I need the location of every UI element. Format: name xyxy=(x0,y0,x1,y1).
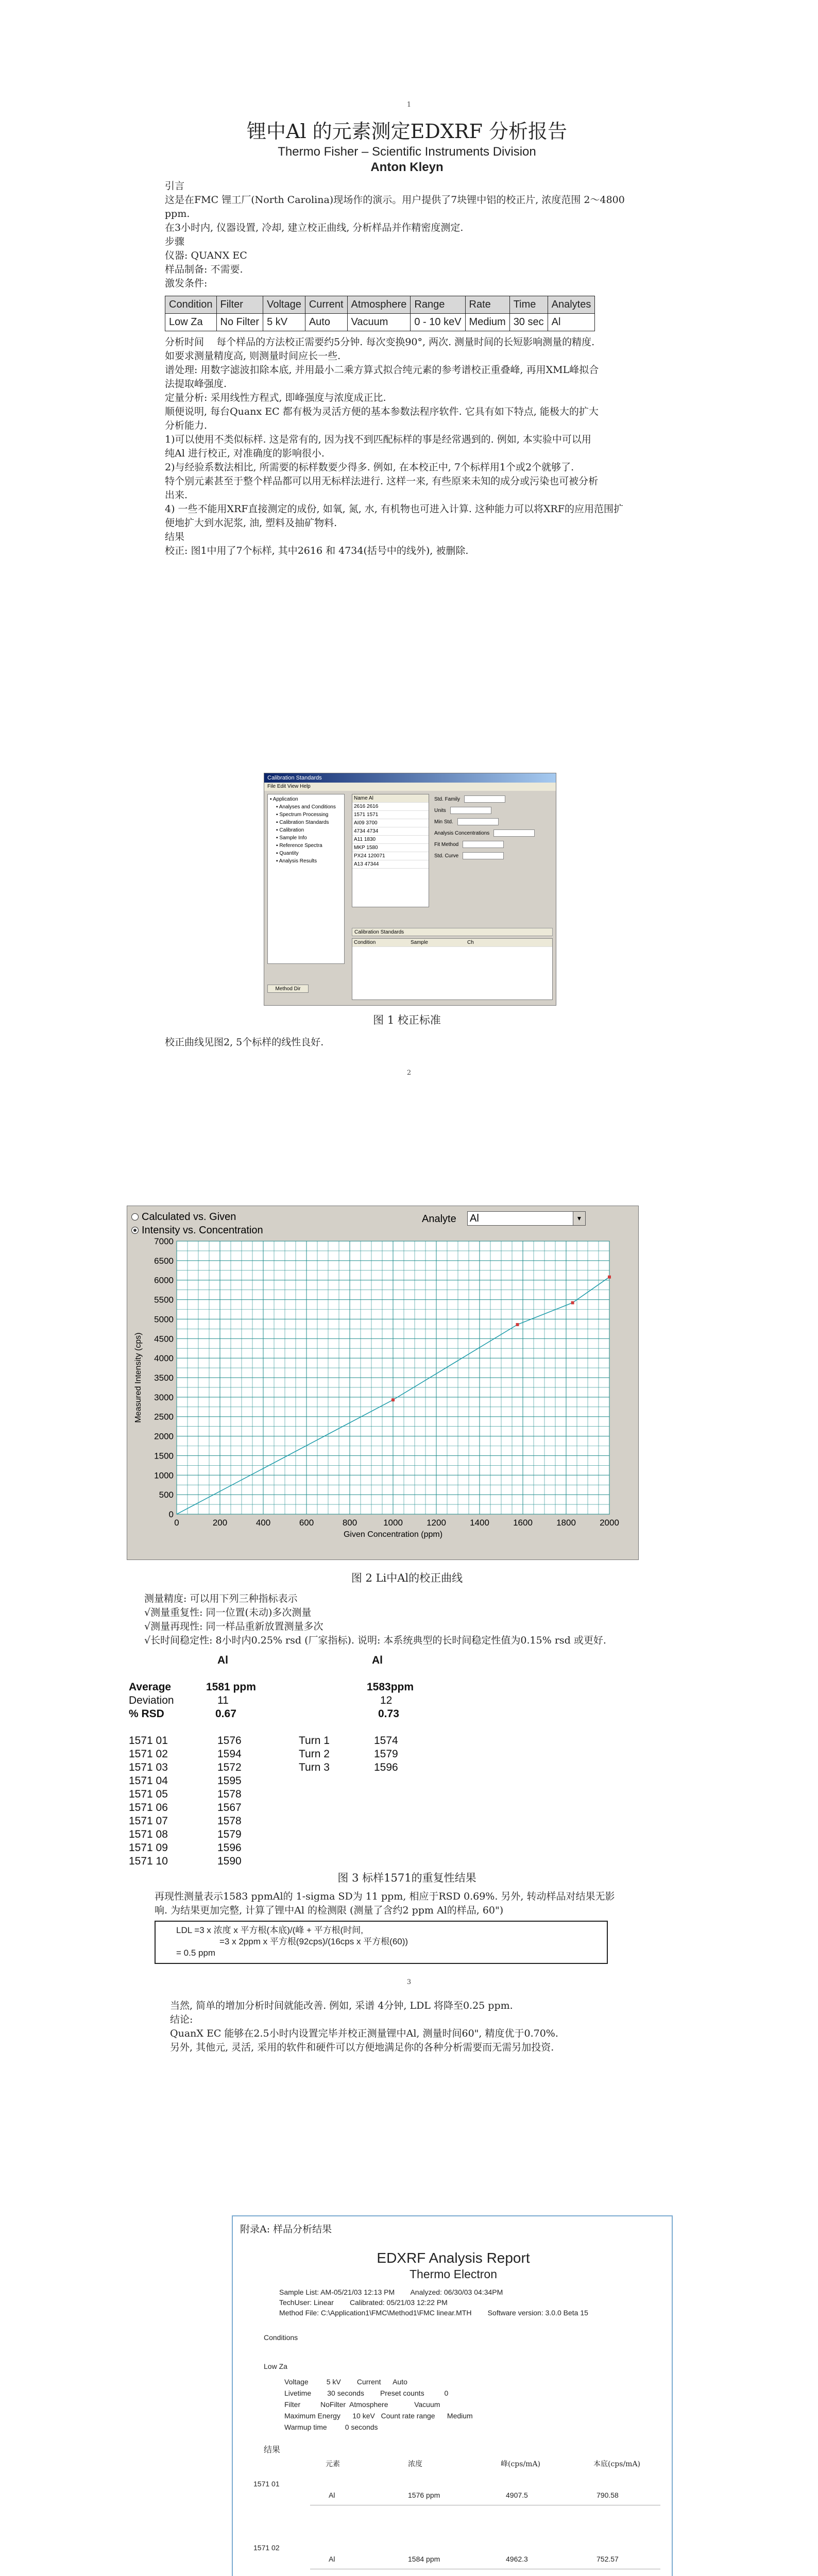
report-author: Anton Kleyn xyxy=(370,160,444,174)
deviation-value: 11 xyxy=(217,1694,229,1706)
text-line: 当然, 简单的增加分析时间就能改善. 例如, 采谱 4分钟, LDL 将降至0.25 ppm. xyxy=(170,2000,513,2011)
text-line: 谱处理: 用数字滤波扣除本底, 并用最小二乘方算式拟合纯元素的参考谱校正重叠峰, 再用XML峰拟合 xyxy=(165,364,599,376)
y-tick-label: 1500 xyxy=(154,1451,174,1461)
text-line: 校正曲线见图2, 5个标样的线性良好. xyxy=(165,1037,324,1048)
grid-row[interactable]: 2616 2616 xyxy=(352,803,429,811)
precision-row: Turn 1 1574 xyxy=(299,1735,398,1747)
text-line: 便地扩大到水泥浆, 油, 塑料及抽矿物料. xyxy=(165,517,337,529)
precision-row: 1571 03 1572 xyxy=(129,1761,242,1773)
cond-header: Range xyxy=(411,296,465,314)
result-cell: 752.57 xyxy=(597,2555,619,2563)
folder-icon: ▪ xyxy=(276,827,280,833)
y-tick-label: 0 xyxy=(168,1510,174,1519)
y-tick-label: 2000 xyxy=(154,1431,174,1442)
precision-row: 1571 08 1579 xyxy=(129,1828,242,1840)
y-axis-label: Measured Intensity (cps) xyxy=(134,1332,143,1423)
y-tick-label: 500 xyxy=(159,1490,174,1500)
grid-row[interactable]: AI09 3700 xyxy=(352,819,429,827)
condition-line: Livetime 30 seconds Preset counts 0 xyxy=(284,2389,449,2397)
report-org: Thermo Fisher – Scientific Instruments Division xyxy=(278,145,536,159)
text-line: √长时间稳定性: 8小时内0.25% rsd (厂家指标). 说明: 本系统典型的长时间稳定性值为0.15% rsd 或更好. xyxy=(144,1635,606,1646)
x-axis-label: Given Concentration (ppm) xyxy=(343,1530,443,1539)
standards-panel xyxy=(352,794,553,923)
tab-calibration-standards[interactable]: Calibration Standards xyxy=(352,928,553,936)
precision-row: 1571 09 1596 xyxy=(129,1842,242,1854)
chevron-down-icon[interactable]: ▼ xyxy=(573,1212,585,1225)
precision-row: 1571 06 1567 xyxy=(129,1802,242,1814)
cond-header: Voltage xyxy=(263,296,305,314)
sample-id: 1571 02 xyxy=(253,2544,280,2552)
text-line: 激发条件: xyxy=(165,278,208,289)
y-tick-label: 6500 xyxy=(154,1256,174,1266)
field-row: Min Std. xyxy=(434,817,548,828)
results-heading: 结果 xyxy=(264,2445,281,2454)
figure-3-caption: 图 3 标样1571的重复性结果 xyxy=(337,1872,476,1884)
text-line: 纯Al 进行校正, 对准确度的影响很小. xyxy=(165,448,325,459)
report-header-title: EDXRF Analysis Report xyxy=(377,2250,530,2266)
field-input[interactable] xyxy=(464,795,505,803)
tree-item[interactable]: ▪ Sample Info xyxy=(276,835,307,841)
figure-1-caption: 图 1 校正标准 xyxy=(373,1014,441,1026)
text-line: 分析时间 每个样品的方法校正需要约5分钟. 每次变换90°, 两次. 测量时间的长短影响测量的精度. xyxy=(165,336,595,348)
conclusion-lines xyxy=(170,1999,654,2055)
standards-fields xyxy=(434,794,548,862)
folder-icon: ▪ xyxy=(276,835,280,841)
text-line: 这是在FMC 锂工厂(North Carolina)现场作的演示。用户提供了7块锂中铝的校正片, 浓度范围 2～4800 ppm. xyxy=(165,194,628,219)
rsd-label: % RSD xyxy=(129,1708,164,1720)
text-line: 引言 xyxy=(165,180,185,192)
x-tick-label: 1400 xyxy=(470,1518,489,1528)
cond-cell: Medium xyxy=(465,314,509,331)
average-value: 1583ppm xyxy=(367,1681,414,1693)
text-line: 分析能力. xyxy=(165,420,208,431)
condition-line: Maximum Energy 10 keV Count rate range Medium xyxy=(284,2412,473,2420)
y-tick-label: 3500 xyxy=(154,1373,174,1383)
precision-row: 1571 01 1576 xyxy=(129,1735,242,1747)
cond-header: Analytes xyxy=(548,296,595,314)
calibration-standards-screenshot xyxy=(264,773,556,1006)
window-title: Calibration Standards xyxy=(264,773,556,783)
text-line: 1)可以使用不类似标样. 这是常有的, 因为找不到匹配标样的事是经常遇到的. 例如, 本实验中可以用 xyxy=(165,434,591,445)
text-line: 如要求测量精度高, 则测量时间应长一些. xyxy=(165,350,341,362)
x-tick-label: 200 xyxy=(212,1518,228,1528)
cond-header: Filter xyxy=(216,296,263,314)
text-line: 另外, 其他元, 灵活, 采用的软件和硬件可以方便地满足你的各种分析需要而无需另加投资. xyxy=(170,2042,554,2053)
folder-icon: ▪ xyxy=(276,804,279,810)
formula-line: LDL =3 x 浓度 x 平方根(本底)/(峰 + 平方根(时间, xyxy=(176,1925,364,1935)
text-line: 再现性测量表示1583 ppmAl的 1-sigma SD为 11 ppm, 相应于RSD 0.69%. 另外, 转动样品对结果无影 xyxy=(155,1891,615,1902)
text-line: 2)与经验系数法相比, 所需要的标样数要少得多. 例如, 在本校正中, 7个标样用1个或2个就够了. xyxy=(165,462,574,473)
rsd-value: 0.73 xyxy=(378,1708,399,1720)
x-tick-label: 400 xyxy=(255,1518,271,1528)
condition-line: Voltage 5 kV Current Auto xyxy=(284,2378,407,2386)
field-input[interactable] xyxy=(463,852,504,859)
text-line: 顺便说明, 每台Quanx EC 都有极为灵活方便的基本参数法程序软件. 它具有如下特点, 能极大的扩大 xyxy=(165,406,599,417)
precision-row: 1571 07 1578 xyxy=(129,1815,242,1827)
cond-cell: Auto xyxy=(305,314,347,331)
text-line: 仪器: QUANX EC xyxy=(165,250,247,261)
window-menu: File Edit View Help xyxy=(264,783,556,791)
cond-header: Current xyxy=(305,296,347,314)
precision-stats xyxy=(129,1654,489,1867)
tree-item[interactable]: ▪ Application xyxy=(270,796,298,802)
result-cell: 4962.3 xyxy=(506,2555,528,2563)
field-row: Fit Method xyxy=(434,839,548,851)
condition-line: Filter NoFilter Atmosphere Vacuum xyxy=(284,2400,440,2409)
y-tick-label: 2500 xyxy=(154,1412,174,1422)
text-line: 法提取峰强度. xyxy=(165,378,227,389)
x-tick-label: 1200 xyxy=(427,1518,446,1528)
cond-cell: No Filter xyxy=(216,314,263,331)
intro-lines xyxy=(165,179,649,291)
cond-cell: 30 sec xyxy=(509,314,548,331)
deviation-label: Deviation xyxy=(129,1694,174,1706)
tree-item[interactable]: ▪ Analyses and Conditions xyxy=(276,804,336,810)
y-tick-label: 3000 xyxy=(154,1392,174,1402)
x-tick-label: 2000 xyxy=(600,1518,619,1528)
field-input[interactable] xyxy=(457,818,499,825)
analyte-select[interactable]: Al ▼ xyxy=(467,1211,586,1226)
y-tick-label: 4500 xyxy=(154,1334,174,1344)
application-tree[interactable] xyxy=(267,794,345,964)
tree-item[interactable]: ▪ Spectrum Processing xyxy=(276,812,329,818)
deviation-value: 12 xyxy=(380,1694,393,1706)
result-cell: Al xyxy=(329,2491,335,2499)
result-cell: 790.58 xyxy=(597,2491,619,2499)
results-col: 峰(cps/mA) xyxy=(501,2460,541,2468)
text-line: √测量再现性: 同一样品重新放置测量多次 xyxy=(144,1621,323,1632)
x-tick-label: 0 xyxy=(174,1518,179,1528)
text-line: 样品制备: 不需要. xyxy=(165,264,243,275)
precision-row: 1571 02 1594 xyxy=(129,1748,242,1760)
precision-lines xyxy=(144,1592,628,1648)
report-body xyxy=(165,118,649,558)
data-point xyxy=(516,1323,519,1326)
rsd-value: 0.67 xyxy=(215,1708,236,1720)
field-row: Units xyxy=(434,805,548,817)
folder-icon: ▪ xyxy=(276,858,279,864)
y-tick-label: 1000 xyxy=(154,1470,174,1481)
page-number: 1 xyxy=(406,101,412,109)
grid-col: Condition xyxy=(354,940,376,945)
folder-icon: ▪ xyxy=(276,812,280,818)
text-line: 特个别元素甚至于整个样品都可以用无标样法进行. 这样一来, 有些原来未知的成分或污染也可被分析 xyxy=(165,476,599,487)
text-line: 在3小时内, 仪器设置, 冷却, 建立校正曲线, 分析样品并作精密度测定. xyxy=(165,222,464,233)
calibration-chart-window xyxy=(127,1206,639,1560)
report-meta: Method File: C:\Application1\FMC\Method1\FMC linear.MTH Software version: 3.0.0 Beta 15 xyxy=(279,2309,588,2317)
results-col: 元素 xyxy=(326,2460,340,2468)
x-tick-label: 1600 xyxy=(513,1518,533,1528)
data-point xyxy=(571,1301,574,1304)
method-lines xyxy=(165,335,649,558)
grid-row[interactable]: A11 1830 xyxy=(352,836,429,844)
fig1-after xyxy=(165,1036,649,1049)
field-input[interactable] xyxy=(450,807,491,814)
formula-line: = 0.5 ppm xyxy=(176,1948,216,1958)
x-tick-label: 1800 xyxy=(556,1518,576,1528)
folder-icon: ▪ xyxy=(276,843,280,849)
results-col: 本底(cps/mA) xyxy=(593,2460,641,2468)
grid-row[interactable]: MKP 1580 xyxy=(352,844,429,852)
text-line: 响. 为结果更加完整, 计算了锂中Al 的检测限 (测量了含约2 ppm Al的样品, 60") xyxy=(155,1905,504,1916)
x-tick-label: 800 xyxy=(342,1518,357,1528)
y-tick-label: 4000 xyxy=(154,1353,174,1364)
ldl-lines xyxy=(155,1890,639,1918)
text-line: 结论: xyxy=(170,2014,193,2025)
col-header: Al xyxy=(217,1654,228,1666)
text-line: 4) 一些不能用XRF直接测定的成份, 如氧, 氮, 水, 有机物也可进入计算. 这种能力可以将XRF的应用范围扩 xyxy=(165,503,623,515)
grid-row[interactable]: A13 47344 xyxy=(352,860,429,869)
cond-cell: 5 kV xyxy=(263,314,305,331)
condition-line: Warmup time 0 seconds xyxy=(284,2423,378,2431)
results-col: 浓度 xyxy=(408,2460,422,2468)
page-2 xyxy=(0,1185,818,2267)
tree-item[interactable]: ▪ Reference Spectra xyxy=(276,843,322,849)
text-line: 测量精度: 可以用下列三种指标表示 xyxy=(144,1593,298,1604)
grid-col: Ch xyxy=(467,940,474,945)
appendix-heading: 附录A: 样品分析结果 xyxy=(240,2224,332,2235)
cond-header: Atmosphere xyxy=(347,296,411,314)
text-line: QuanX EC 能够在2.5小时内设置完毕并校正测量锂中Al, 测量时间60", 精度优于0.70%. xyxy=(170,2028,558,2039)
field-input[interactable] xyxy=(463,841,504,848)
data-point xyxy=(608,1276,611,1279)
report-header-sub: Thermo Electron xyxy=(409,2267,497,2281)
grid-header: Name Al xyxy=(352,794,429,803)
page-number: 2 xyxy=(406,1069,412,1077)
grid-row[interactable]: 1571 1571 xyxy=(352,811,429,819)
grid-row[interactable]: 4734 4734 xyxy=(352,827,429,836)
method-dir-button[interactable]: Method Dir xyxy=(267,985,309,993)
radio-intensity[interactable]: Intensity vs. Concentration xyxy=(131,1224,263,1237)
precision-row: Turn 2 1579 xyxy=(299,1748,398,1760)
formula-line: =3 x 2ppm x 平方根(92cps)/(16cps x 平方根(60)) xyxy=(219,1937,408,1946)
cond-header: Condition xyxy=(165,296,217,314)
condition-grid xyxy=(352,938,553,1000)
field-row: Std. Curve xyxy=(434,851,548,862)
tree-item[interactable]: ▪ Calibration Standards xyxy=(276,820,329,825)
analysis-report xyxy=(232,2215,673,2576)
data-point xyxy=(391,1398,395,1401)
page-1 xyxy=(0,0,818,1185)
analyte-label: Analyte xyxy=(422,1213,456,1225)
x-tick-label: 600 xyxy=(299,1518,314,1528)
result-cell: 1584 ppm xyxy=(408,2555,440,2563)
page-number: 3 xyxy=(406,1978,412,1986)
cond-cell: Al xyxy=(548,314,595,331)
cond-cell: Vacuum xyxy=(347,314,411,331)
cond-cell: Low Za xyxy=(165,314,217,331)
conditions-heading: Conditions xyxy=(264,2333,298,2342)
x-tick-label: 1000 xyxy=(383,1518,403,1528)
folder-icon: ▪ xyxy=(276,820,280,825)
average-label: Average xyxy=(129,1681,172,1693)
text-line: √测量重复性: 同一位置(未动)多次测量 xyxy=(144,1607,312,1618)
y-tick-label: 6000 xyxy=(154,1275,174,1285)
figure-2-caption: 图 2 Li中Al的校正曲线 xyxy=(351,1572,463,1584)
text-line: 出来. xyxy=(165,489,188,501)
precision-row: 1571 05 1578 xyxy=(129,1788,242,1800)
tree-item[interactable]: ▪ Analysis Results xyxy=(276,858,317,864)
ldl-formula xyxy=(155,1921,608,1964)
field-row: Std. Family xyxy=(434,794,548,805)
text-line: 步骤 xyxy=(165,236,185,247)
result-cell: 1576 ppm xyxy=(408,2491,440,2499)
grid-row[interactable]: PX24 120071 xyxy=(352,852,429,860)
y-tick-label: 5000 xyxy=(154,1314,174,1325)
y-tick-label: 7000 xyxy=(154,1236,174,1246)
cond-header: Rate xyxy=(465,296,509,314)
text-line: 校正: 图1中用了7个标样, 其中2616 和 4734(括号中的线外), 被删除. xyxy=(165,545,469,556)
report-meta: TechUser: Linear Calibrated: 05/21/03 12:22 PM xyxy=(279,2298,448,2307)
result-cell: 4907.5 xyxy=(506,2491,528,2499)
radio-calculated[interactable]: Calculated vs. Given xyxy=(131,1210,263,1224)
sample-id: 1571 01 xyxy=(253,2480,280,2488)
report-title: 锂中Al 的元素测定EDXRF 分析报告 xyxy=(247,120,567,143)
standards-grid[interactable] xyxy=(352,794,429,907)
report-meta: Sample List: AM-05/21/03 12:13 PM Analyzed: 06/30/03 04:34PM xyxy=(279,2288,503,2296)
text-line: 结果 xyxy=(165,531,185,543)
field-input[interactable] xyxy=(493,829,535,837)
folder-icon: ▪ xyxy=(270,796,273,802)
condition-name: Low Za xyxy=(264,2362,287,2370)
precision-row: 1571 10 1590 xyxy=(129,1855,242,1867)
tree-item[interactable]: ▪ Calibration xyxy=(276,827,304,833)
cond-cell: 0 - 10 keV xyxy=(411,314,465,331)
precision-row: 1571 04 1595 xyxy=(129,1775,242,1787)
result-cell: Al xyxy=(329,2555,335,2563)
text-line: 定量分析: 采用线性方程式, 即峰强度与浓度成正比. xyxy=(165,392,386,403)
calibration-chart xyxy=(127,1232,639,1560)
col-header: Al xyxy=(372,1654,383,1666)
grid-col: Sample xyxy=(411,940,428,945)
y-tick-label: 5500 xyxy=(154,1295,174,1305)
conditions-table xyxy=(165,296,595,331)
average-value: 1581 ppm xyxy=(206,1681,256,1693)
folder-icon: ▪ xyxy=(276,851,280,856)
tree-item[interactable]: ▪ Quantity xyxy=(276,851,299,856)
cond-header: Time xyxy=(509,296,548,314)
field-row: Analysis Concentrations xyxy=(434,828,548,839)
precision-row: Turn 3 1596 xyxy=(299,1761,398,1773)
